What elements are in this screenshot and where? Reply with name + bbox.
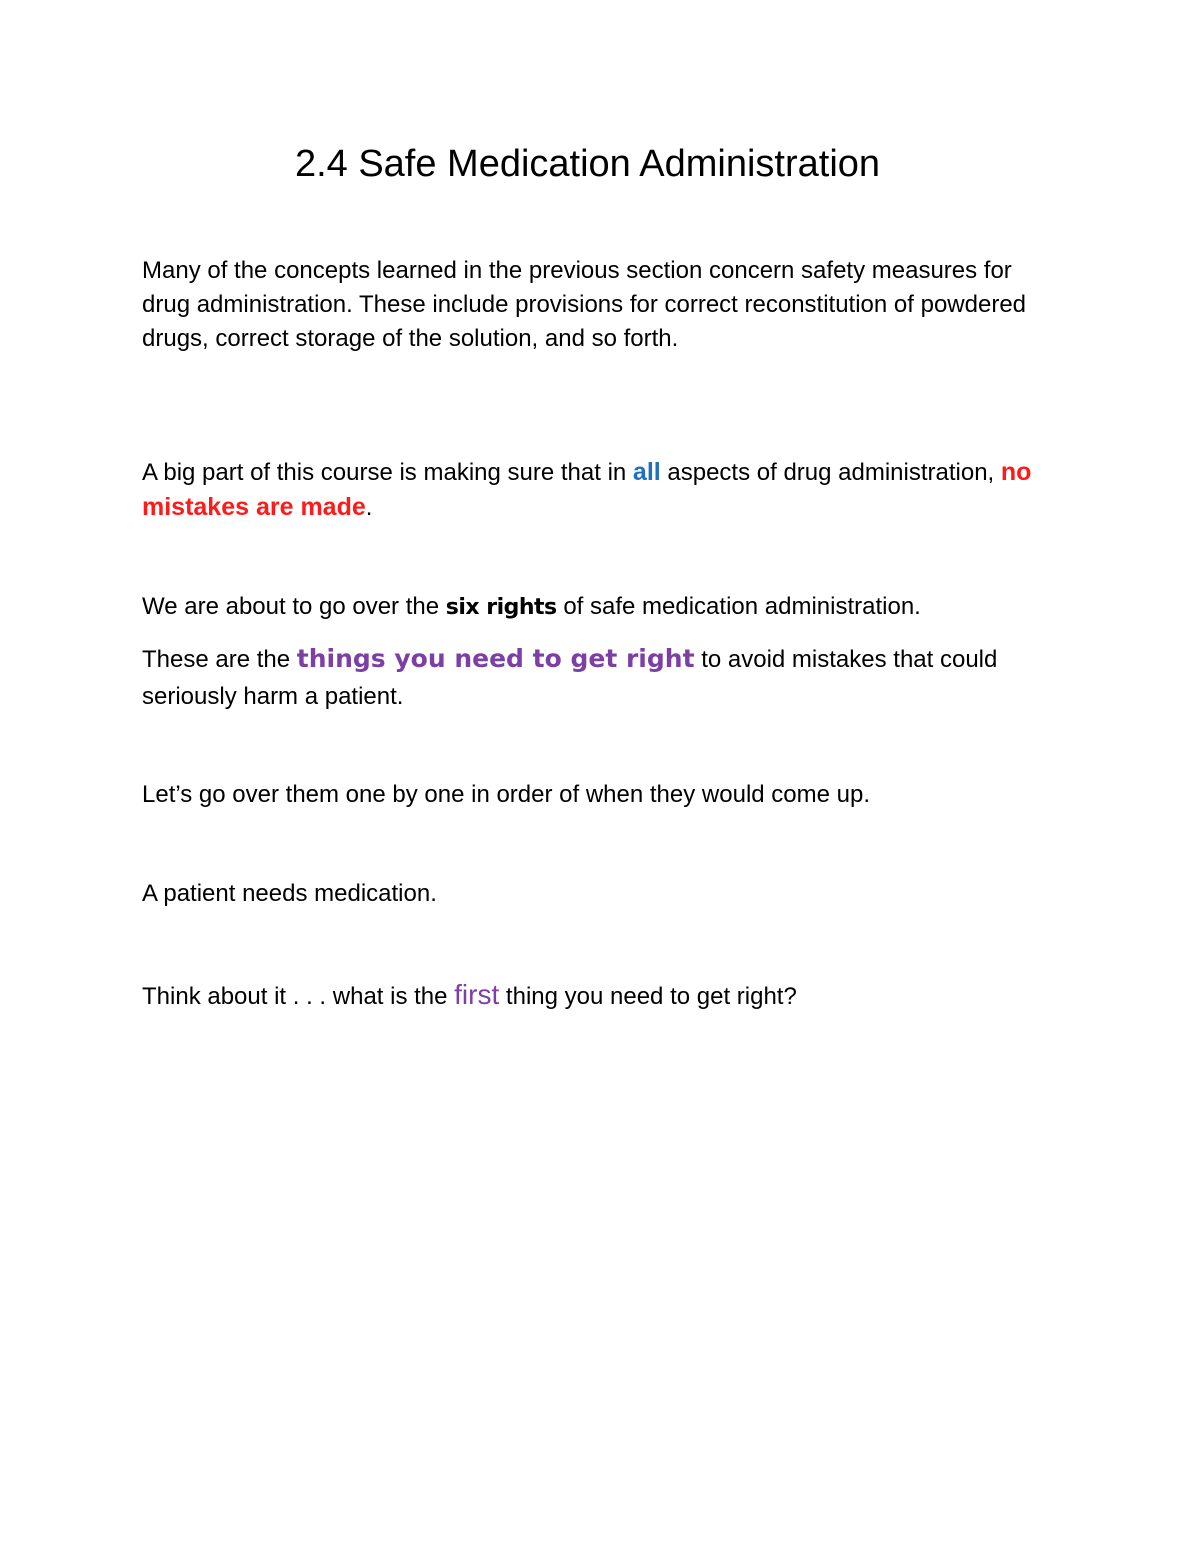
paragraph-order: Let’s go over them one by one in order of when they would come up. [142, 781, 871, 808]
emphasis-first: first [454, 979, 500, 1010]
paragraph-intro: Many of the concepts learned in the previous section concern safety measures for drug administration. These include provisions for correct reconstitution of powdered drugs, correct storage of the solution, and so forth. [142, 257, 1027, 352]
text-segment: . [365, 494, 373, 521]
text-segment: We are about to go over the [142, 593, 446, 620]
paragraph-patient-needs: A patient needs medication. [142, 880, 437, 907]
text-segment: These are the [142, 646, 297, 673]
text-segment: thing you need to get right? [499, 983, 797, 1010]
emphasis-things-to-get-right: things you need to get right [296, 644, 695, 673]
text-segment: to avoid mistakes that could seriously harm a patient. [142, 646, 998, 710]
emphasis-six-rights: six rights [445, 595, 557, 620]
emphasis-no-mistakes: no mistakes are made [142, 458, 1032, 521]
text-segment: of safe medication administration. [556, 593, 921, 620]
paragraph-six-rights [142, 590, 1042, 625]
text-segment: Think about it . . . what is the [142, 983, 455, 1010]
text-segment: aspects of drug administration, [660, 459, 1001, 486]
page-title: 2.4 Safe Medication Administration [294, 143, 881, 185]
emphasis-all: all [632, 458, 661, 486]
text-segment: A big part of this course is making sure that in [142, 459, 633, 486]
paragraph-course-purpose [142, 455, 1042, 525]
paragraph-things-to-get-right [142, 640, 1042, 715]
paragraph-first-question [142, 978, 1042, 1014]
